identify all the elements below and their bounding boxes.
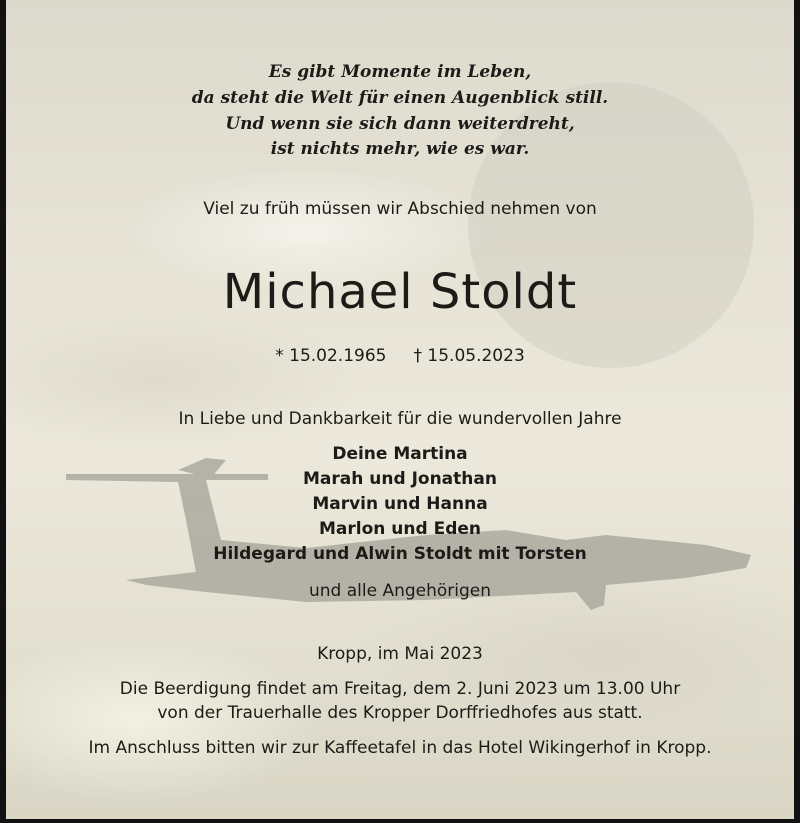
reception-info: Im Anschluss bitten wir zur Kaffeetafel in das Hotel Wikingerhof in Kropp. xyxy=(88,738,712,758)
funeral-info: von der Trauerhalle des Kropper Dorffriedhofes aus statt. xyxy=(157,703,643,723)
mourner: Marvin und Hanna xyxy=(312,494,488,514)
poem-line: Und wenn sie sich dann weiterdreht, xyxy=(225,114,575,134)
poem-line: ist nichts mehr, wie es war. xyxy=(270,139,530,159)
funeral-info: Die Beerdigung findet am Freitag, dem 2. Juni 2023 um 13.00 Uhr xyxy=(119,679,681,699)
mourner: Marlon und Eden xyxy=(318,519,481,539)
mourner: Deine Martina xyxy=(332,444,468,464)
deceased-name: Michael Stoldt xyxy=(222,264,578,320)
mourner: Hildegard und Alwin Stoldt mit Torsten xyxy=(213,544,587,564)
obituary-card xyxy=(6,0,794,819)
relatives-text: und alle Angehörigen xyxy=(308,581,492,601)
place-date: Kropp, im Mai 2023 xyxy=(317,644,483,664)
poem-line: da steht die Welt für einen Augenblick still. xyxy=(191,88,609,108)
mourner: Marah und Jonathan xyxy=(303,469,497,489)
dedication-text: In Liebe und Dankbarkeit für die wundervollen Jahre xyxy=(178,409,622,429)
birth-date: * 15.02.1965 xyxy=(275,346,387,366)
intro-text: Viel zu früh müssen wir Abschied nehmen von xyxy=(203,199,597,219)
poem-line: Es gibt Momente im Leben, xyxy=(268,62,532,82)
death-date: † 15.05.2023 xyxy=(413,346,525,366)
life-dates xyxy=(6,346,794,366)
